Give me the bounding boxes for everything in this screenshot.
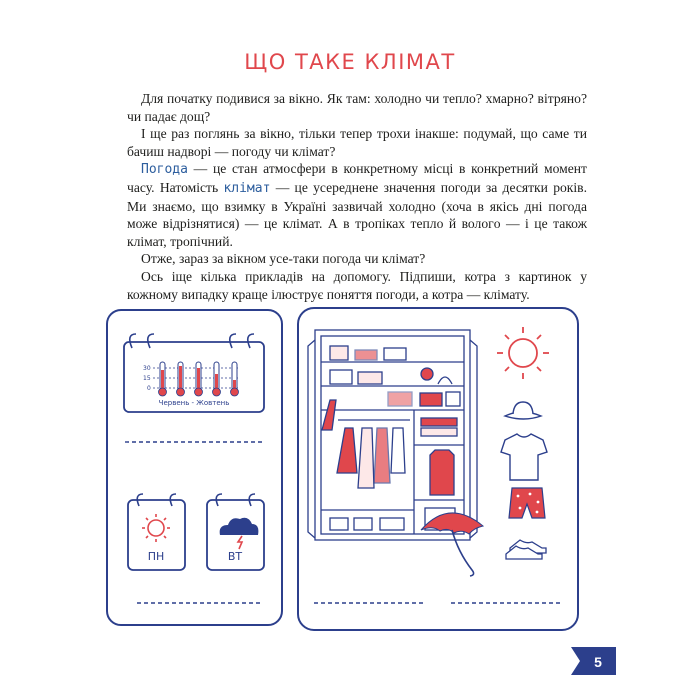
- day2-label: ВТ: [227, 550, 243, 563]
- calendar-day-sun: [128, 494, 185, 570]
- paragraph-5: Ось іще кілька прикладів на допомогу. Підпиши, котра з картинок у кожному випадку краще ілюструє поняття погоди, а котра — клімату.: [127, 268, 587, 302]
- scale-30: 30: [143, 365, 151, 372]
- hat-icon: [505, 402, 541, 419]
- paragraph-4: Отже, зараз за вікном усе-таки погода чи клімат?: [141, 251, 426, 267]
- page-title: ЩО ТАКЕ КЛІМАТ: [244, 50, 456, 74]
- sun-icon: [497, 327, 549, 379]
- tshirt-icon: [501, 434, 547, 480]
- left-card-frame: [107, 310, 282, 625]
- paragraph-2: І ще раз поглянь за вікно, тільки тепер трохи інакше: подумай, що саме ти бачиш надворі — погоду чи клімат?: [127, 126, 587, 159]
- months-label: Червень - Жовтень: [158, 399, 230, 407]
- umbrella-icon: [421, 513, 483, 576]
- day1-label: ПН: [147, 550, 165, 563]
- thermometer-calendar: [124, 334, 264, 412]
- sun-icon: [142, 514, 170, 542]
- paragraph-3-part-a: — це стан атмосфери в конкретному місці в конкретний момент часу. Натомість: [127, 161, 587, 195]
- page-number: 5: [594, 654, 602, 670]
- term-weather: Погода: [141, 162, 188, 178]
- shorts-icon: [509, 488, 545, 518]
- cloud-lightning-icon: [220, 518, 259, 549]
- thermometer-icon: [159, 362, 239, 396]
- calendar-day-storm: [207, 494, 264, 570]
- scale-0: 0: [147, 385, 151, 392]
- paragraph-3-part-b: — це усереднене значення погоди за десятки років. Ми знаємо, що взимку в Україні зазвичай холодно (хоча в якісь дні погода може відрізнятися) — це клімат. А в тропіках тепло й вологo — і це також клімат, тропічний.: [127, 179, 587, 249]
- paragraph-1: Для початку подивися за вікно. Як там: холодно чи тепло? хмарно? вітряно? чи падає дощ?: [127, 91, 587, 124]
- scale-15: 15: [143, 375, 151, 382]
- sneaker-icon: [506, 540, 546, 559]
- wardrobe-illustration: [308, 330, 477, 540]
- term-climate: клімат: [223, 180, 271, 196]
